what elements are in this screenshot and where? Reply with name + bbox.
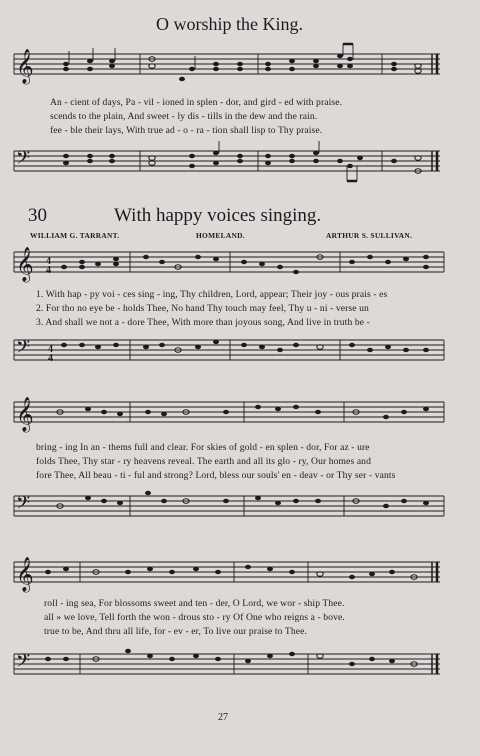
svg-text:𝄞: 𝄞: [16, 557, 34, 592]
svg-text:4: 4: [46, 265, 51, 276]
system1-lyric-3: 3. And shall we not a - dore Thee, With more than joyous song, And live in truth be -: [36, 317, 370, 328]
system2-treble-staff: [0, 396, 480, 436]
page-number: 27: [218, 712, 228, 723]
svg-text:𝄞: 𝄞: [16, 49, 34, 84]
svg-text:𝄞: 𝄞: [16, 247, 34, 282]
svg-text:𝄢: 𝄢: [16, 148, 31, 173]
hymn-composer: ARTHUR S. SULLIVAN.: [326, 231, 413, 240]
system3-bass-staff: [0, 648, 480, 688]
hymn-number: 30: [28, 205, 47, 226]
system3-lyric-2: all » we love, Tell forth the won - drous sto - ry Of One who reigns a - bove.: [44, 612, 345, 623]
top-lyric-line-3: fee - ble their lays, With true ad - o - ra - tion shall lisp to Thy praise.: [50, 125, 323, 136]
hymn-title: With happy voices singing.: [114, 205, 322, 226]
top-lyric-line-1: An - cient of days, Pa - vil - ioned in splen - dor, and gird - ed with praise.: [50, 97, 343, 108]
top-hymn-title: O worship the King.: [156, 14, 303, 34]
system1-lyric-2: 2. For tho no eye be - holds Thee, No hand Thy touch may feel, Thy u - ni - verse un: [36, 303, 369, 314]
svg-text:4: 4: [48, 353, 53, 364]
system2-lyric-1: bring - ing In an - thems full and clear. For skies of gold - en splen - dor, For az - ure: [36, 442, 370, 453]
svg-text:𝄢: 𝄢: [16, 337, 31, 362]
system3-treble-staff: [0, 556, 480, 596]
system2-lyric-3: fore Thee, All beau - ti - ful and strong? Lord, bless our souls' en - deav - or Thy ser - vants: [36, 470, 396, 481]
hymn-tune: HOMELAND.: [196, 231, 245, 240]
system1-lyric-1: 1. With hap - py voi - ces sing - ing, Thy children, Lord, appear; Their joy - ous prais - es: [36, 289, 388, 300]
top-bass-staff: [0, 145, 480, 189]
system3-lyric-1: roll - ing sea, For blossoms sweet and ten - der, O Lord, we wor - ship Thee.: [44, 598, 345, 609]
svg-text:𝄢: 𝄢: [16, 493, 31, 518]
system2-lyric-2: folds Thee, Thy star - ry heavens reveal. The earth and all its glo - ry, Our homes and: [36, 456, 371, 467]
svg-text:4: 4: [46, 256, 51, 267]
system3-lyric-3: true to be, And thru all life, for - ev - er, To live our praise to Thee.: [44, 626, 307, 637]
hymn-author: WILLIAM G. TARRANT.: [30, 231, 120, 240]
svg-text:𝄢: 𝄢: [16, 651, 31, 676]
system1-treble-staff: [0, 246, 480, 286]
top-treble-staff: [0, 48, 480, 92]
system1-bass-staff: [0, 334, 480, 374]
svg-text:𝄞: 𝄞: [16, 397, 34, 432]
svg-text:4: 4: [48, 344, 53, 355]
system2-bass-staff: [0, 490, 480, 530]
top-lyric-line-2: scends to the plain, And sweet - ly dis - tills in the dew and the rain.: [50, 111, 318, 122]
